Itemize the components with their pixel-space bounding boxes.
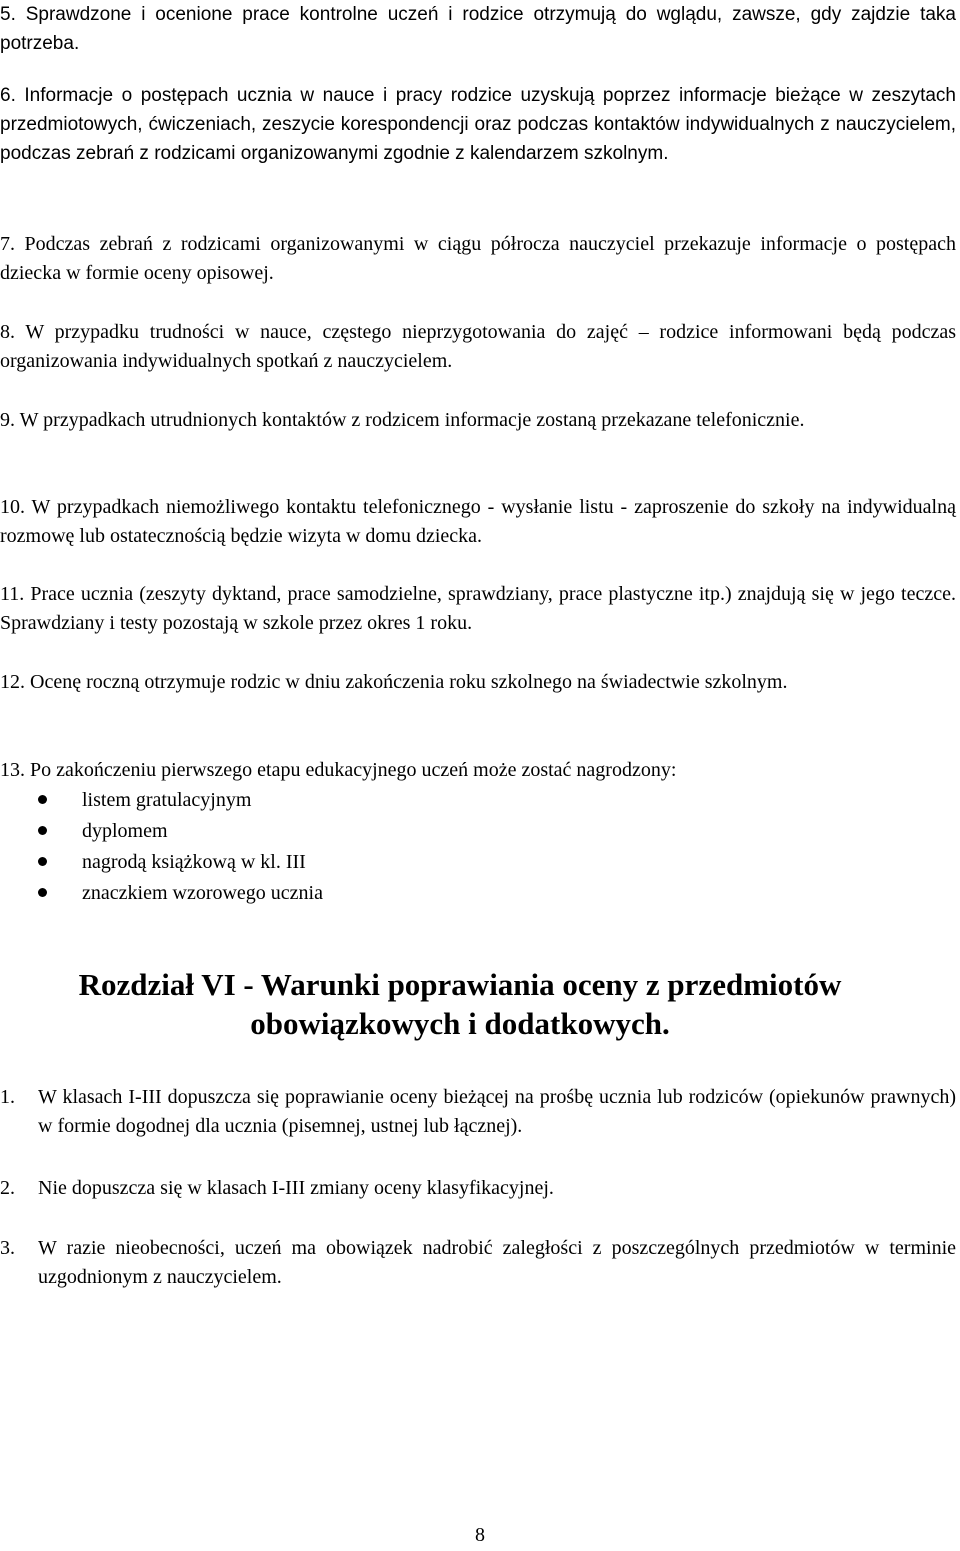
paragraph-7: 7. Podczas zebrań z rodzicami organizowanymi w ciągu półrocza nauczyciel przekazuje informacje o postępach dziecka w formie oceny opisowej. (0, 233, 956, 284)
chapter-heading: Rozdział VI - Warunki poprawiania oceny z przedmiotów obowiązkowych i dodatkowych. (78, 967, 842, 1041)
paragraph-8: 8. W przypadku trudności w nauce, częstego nieprzygotowania do zajęć – rodzice informowani będą podczas organizowania indywidualnych spotkań z nauczycielem. (0, 321, 956, 372)
chapter-item-3 (0, 1234, 956, 1292)
list-item (0, 879, 323, 910)
chapter-item-2 (0, 1174, 956, 1203)
paragraph-12: 12. Ocenę roczną otrzymuje rodzic w dniu zakończenia roku szkolnego na świadectwie szkolnym. (0, 671, 788, 693)
list-item (0, 786, 323, 817)
paragraph-10: 10. W przypadkach niemożliwego kontaktu telefonicznego - wysłanie listu - zaproszenie do szkoły na indywidualną rozmowę lub ostatecznością będzie wizyta w domu dziecka. (0, 496, 956, 547)
item-text: W klasach I-III dopuszcza się poprawianie oceny bieżącej na prośbę ucznia lub rodziców (opiekunów prawnych) w formie dogodnej dla ucznia (pisemnej, ustnej lub łącznej). (38, 1086, 956, 1137)
awards-list (0, 786, 323, 910)
item-number: 2. (0, 1177, 15, 1199)
bullet-icon (38, 826, 47, 835)
item-text: Nie dopuszcza się w klasach I-III zmiany oceny klasyfikacyjnej. (38, 1177, 554, 1199)
bullet-icon (38, 857, 47, 866)
page-number: 8 (475, 1524, 485, 1546)
award-label: nagrodą książkową w kl. III (82, 851, 306, 873)
bullet-icon (38, 795, 47, 804)
paragraph-13: 13. Po zakończeniu pierwszego etapu edukacyjnego uczeń może zostać nagrodzony: (0, 759, 677, 781)
bullet-icon (38, 888, 47, 897)
item-text: W razie nieobecności, uczeń ma obowiązek nadrobić zaległości z poszczególnych przedmiotów w terminie uzgodnionym z nauczycielem. (38, 1237, 956, 1288)
paragraph-6: 6. Informacje o postępach ucznia w nauce i pracy rodzice uzyskują poprzez informacje bieżące w zeszytach przedmiotowych, ćwiczeniach, zeszycie korespondencji oraz podczas kontaktów indywidualnych z nauczycielem, podczas zebrań z rodzicami organizowanymi zgodnie z kalendarzem szkolnym. (0, 85, 956, 164)
paragraph-11: 11. Prace ucznia (zeszyty dyktand, prace samodzielne, sprawdziany, prace plastyczne itp.) znajdują się w jego teczce. Sprawdziany i testy pozostają w szkole przez okres 1 roku. (0, 583, 956, 634)
item-number: 1. (0, 1086, 15, 1108)
paragraph-5: 5. Sprawdzone i ocenione prace kontrolne uczeń i rodzice otrzymują do wglądu, zawsze, gdy zajdzie taka potrzeba. (0, 4, 956, 54)
item-number: 3. (0, 1237, 15, 1259)
paragraph-9: 9. W przypadkach utrudnionych kontaktów z rodzicem informacje zostaną przekazane telefonicznie. (0, 409, 805, 431)
list-item (0, 817, 323, 848)
award-label: dyplomem (82, 820, 168, 842)
award-label: znaczkiem wzorowego ucznia (82, 882, 323, 904)
list-item (0, 848, 323, 879)
award-label: listem gratulacyjnym (82, 789, 252, 811)
chapter-item-1 (0, 1083, 956, 1141)
